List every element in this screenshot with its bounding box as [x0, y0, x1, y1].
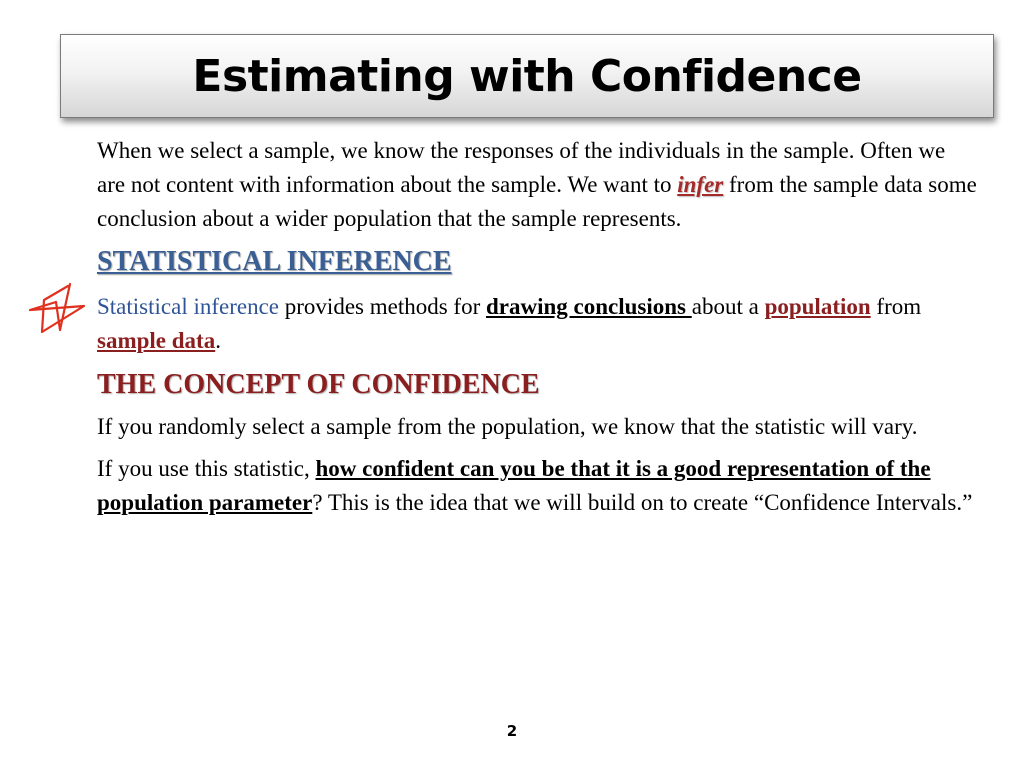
slide-body [97, 134, 977, 528]
confidence-text-a: If you use this statistic, [97, 456, 316, 481]
definition-text-3: from [870, 294, 922, 319]
intro-text-2: from the sample data some conclusion about a wider population that the sample represents. [97, 172, 977, 231]
sample-data-term: sample data [97, 328, 216, 353]
confidence-text-c: ? This is the idea that we will build on to create “Confidence Intervals.” [312, 490, 973, 515]
drawing-conclusions-term: drawing conclusions [485, 294, 692, 319]
confidence-paragraph-2 [97, 452, 977, 520]
definition-text-1: provides methods for [279, 294, 486, 319]
page-number: 2 [506, 722, 518, 740]
heading-concept-of-confidence: THE CONCEPT OF CONFIDENCE [97, 369, 540, 400]
heading-statistical-inference: STATISTICAL INFERENCE [97, 246, 452, 277]
population-term: population [764, 294, 871, 319]
confidence-question: how confident can you be that it is a good representation of the population parameter [97, 456, 931, 515]
intro-paragraph [97, 134, 977, 236]
slide-title-box [60, 34, 994, 118]
infer-term: infer [677, 172, 724, 197]
inference-definition [97, 290, 977, 358]
slide-title: Estimating with Confidence [192, 50, 862, 102]
intro-text-1: When we select a sample, we know the responses of the individuals in the sample. Often we are not content with information about the sample. We want to [97, 138, 946, 197]
definition-text-2: about a [691, 294, 765, 319]
definition-text-4: . [215, 328, 221, 353]
hand-drawn-star-icon [26, 280, 94, 336]
statistical-inference-term: Statistical inference [97, 294, 280, 319]
confidence-paragraph-1: If you randomly select a sample from the population, we know that the statistic will vary. [97, 414, 918, 439]
